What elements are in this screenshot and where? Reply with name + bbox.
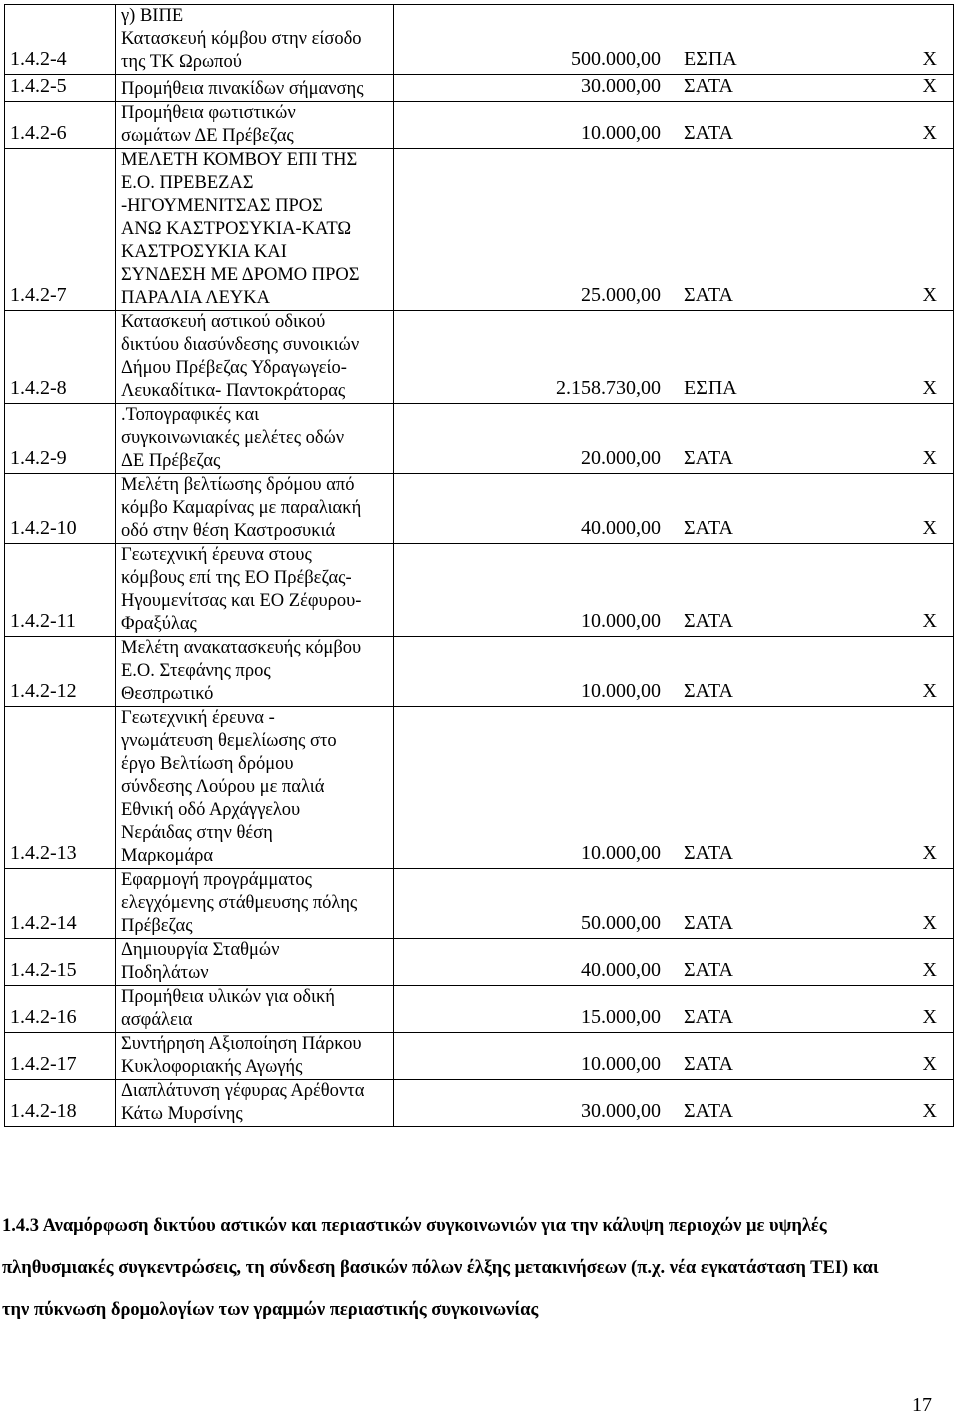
table-row — [5, 939, 954, 986]
description-line: Γεωτεχνική έρευνα στους — [121, 545, 312, 565]
budget-amount: 10.000,00 — [581, 842, 661, 864]
project-description — [116, 5, 394, 75]
funding-source: ΣΑΤΑ — [684, 75, 733, 97]
project-code: 1.4.2-4 — [5, 5, 116, 75]
budget-amount: 20.000,00 — [581, 447, 661, 469]
funding-source: ΣΑΤΑ — [684, 610, 733, 632]
project-description — [116, 149, 394, 311]
description-line: Προμήθεια υλικών για οδική — [121, 987, 335, 1007]
table-row — [5, 404, 954, 474]
description-line: Ε.Ο. ΠΡΕΒΕΖΑΣ — [121, 173, 254, 193]
description-line: Κατασκευή κόμβου στην είσοδο — [121, 29, 362, 49]
description-line: Φραξύλας — [121, 614, 197, 634]
description-line: Εθνική οδό Αρχάγγελου — [121, 800, 301, 820]
description-line: Ποδηλάτων — [121, 963, 209, 983]
check-mark: Χ — [922, 842, 937, 864]
description-line: ελεγχόμενης στάθμευσης πόλης — [121, 893, 358, 913]
funding-cell — [394, 869, 954, 939]
description-line: -ΗΓΟΥΜΕΝΙΤΣΑΣ ΠΡΟΣ — [121, 196, 323, 216]
project-code: 1.4.2-17 — [5, 1033, 116, 1080]
project-code: 1.4.2-14 — [5, 869, 116, 939]
description-line: Δήμου Πρέβεζας Υδραγωγείο- — [121, 358, 347, 378]
funding-cell — [394, 637, 954, 707]
project-code: 1.4.2-8 — [5, 311, 116, 404]
project-code: 1.4.2-16 — [5, 986, 116, 1033]
table-row — [5, 637, 954, 707]
budget-amount: 15.000,00 — [581, 1006, 661, 1028]
budget-amount: 10.000,00 — [581, 610, 661, 632]
check-mark: Χ — [922, 517, 937, 539]
description-line: γ) ΒΙΠΕ — [121, 6, 184, 26]
projects-table-body — [5, 5, 954, 1127]
check-mark: Χ — [922, 284, 937, 306]
description-line: της ΤΚ Ωρωπού — [121, 52, 242, 72]
funding-source: ΕΣΠΑ — [684, 377, 737, 399]
description-line: οδό στην θέση Καστροσυκιά — [121, 521, 336, 541]
description-line: κόμβο Καμαρίνας με παραλιακή — [121, 498, 362, 518]
funding-cell — [394, 939, 954, 986]
funding-cell — [394, 75, 954, 102]
funding-cell — [394, 1080, 954, 1127]
description-line: Λευκαδίτικα- Παντοκράτορας — [121, 381, 346, 401]
description-line: Προμήθεια πινακίδων σήμανσης — [121, 79, 364, 99]
check-mark: Χ — [922, 75, 937, 97]
description-line: συγκοινωνιακές μελέτες οδών — [121, 428, 345, 448]
description-line: Μελέτη βελτίωσης δρόμου από — [121, 475, 355, 495]
funding-cell — [394, 311, 954, 404]
project-description — [116, 404, 394, 474]
description-line: Κατασκευή αστικού οδικού — [121, 312, 326, 332]
project-description — [116, 474, 394, 544]
project-description — [116, 869, 394, 939]
budget-amount: 40.000,00 — [581, 517, 661, 539]
description-line: ΠΑΡΑΛΙΑ ΛΕΥΚΑ — [121, 288, 271, 308]
funding-cell — [394, 1033, 954, 1080]
description-line: ΚΑΣΤΡΟΣΥΚΙΑ ΚΑΙ — [121, 242, 287, 262]
project-code: 1.4.2-10 — [5, 474, 116, 544]
table-row — [5, 149, 954, 311]
project-description — [116, 986, 394, 1033]
table-row — [5, 75, 954, 102]
funding-source: ΣΑΤΑ — [684, 959, 733, 981]
project-description — [116, 544, 394, 637]
funding-source: ΣΑΤΑ — [684, 1053, 733, 1075]
project-description — [116, 707, 394, 869]
project-description — [116, 102, 394, 149]
project-code: 1.4.2-9 — [5, 404, 116, 474]
description-line: Θεσπρωτικό — [121, 684, 214, 704]
funding-cell — [394, 102, 954, 149]
table-row — [5, 869, 954, 939]
project-description — [116, 311, 394, 404]
description-line: ΑΝΩ ΚΑΣΤΡΟΣΥΚΙΑ-ΚΑΤΩ — [121, 219, 352, 239]
funding-cell — [394, 707, 954, 869]
funding-cell — [394, 474, 954, 544]
project-code: 1.4.2-11 — [5, 544, 116, 637]
description-line: ΔΕ Πρέβεζας — [121, 451, 221, 471]
project-code: 1.4.2-15 — [5, 939, 116, 986]
project-code: 1.4.2-6 — [5, 102, 116, 149]
projects-table — [4, 4, 954, 1127]
section-heading: 1.4.3 Αναμόρφωση δικτύου αστικών και περιαστικών συγκοινωνιών για την κάλυψη περιοχών με υψηλές πληθυσμιακές συγκεντρώσεις, τη σύνδεση βασικών πόλων έλξης μετακινήσεων (π.χ. νέα εγκατάσταση ΤΕΙ) και την πύκνωση δρομολογίων των γραμμών περιαστικής συγκοινωνίας — [2, 1216, 879, 1320]
budget-amount: 30.000,00 — [581, 1100, 661, 1122]
budget-amount: 10.000,00 — [581, 680, 661, 702]
funding-source: ΣΑΤΑ — [684, 447, 733, 469]
table-row — [5, 311, 954, 404]
funding-source: ΣΑΤΑ — [684, 122, 733, 144]
check-mark: Χ — [922, 1100, 937, 1122]
description-line: Συντήρηση Αξιοποίηση Πάρκου — [121, 1034, 362, 1054]
check-mark: Χ — [922, 48, 937, 70]
project-description — [116, 637, 394, 707]
table-row — [5, 986, 954, 1033]
project-code: 1.4.2-7 — [5, 149, 116, 311]
budget-amount: 2.158.730,00 — [556, 377, 661, 399]
description-line: .Τοπογραφικές και — [121, 405, 260, 425]
budget-amount: 10.000,00 — [581, 122, 661, 144]
description-line: Κάτω Μυρσίνης — [121, 1104, 243, 1124]
funding-cell — [394, 986, 954, 1033]
project-description — [116, 1033, 394, 1080]
project-description — [116, 939, 394, 986]
description-line: δικτύου διασύνδεσης συνοικιών — [121, 335, 360, 355]
table-row — [5, 102, 954, 149]
description-line: Γεωτεχνική έρευνα - — [121, 708, 275, 728]
description-line: Μαρκομάρα — [121, 846, 214, 866]
check-mark: Χ — [922, 122, 937, 144]
budget-amount: 40.000,00 — [581, 959, 661, 981]
page-number: 17 — [912, 1394, 932, 1416]
budget-amount: 10.000,00 — [581, 1053, 661, 1075]
project-code: 1.4.2-12 — [5, 637, 116, 707]
description-line: σύνδεσης Λούρου με παλιά — [121, 777, 325, 797]
funding-source: ΣΑΤΑ — [684, 1100, 733, 1122]
description-line: Διαπλάτυνση γέφυρας Αρέθοντα — [121, 1081, 365, 1101]
table-row — [5, 5, 954, 75]
budget-amount: 30.000,00 — [581, 75, 661, 97]
description-line: έργο Βελτίωση δρόμου — [121, 754, 294, 774]
project-description — [116, 1080, 394, 1127]
description-line: κόμβους επί της ΕΟ Πρέβεζας- — [121, 568, 352, 588]
funding-source: ΣΑΤΑ — [684, 1006, 733, 1028]
budget-amount: 25.000,00 — [581, 284, 661, 306]
description-line: Προμήθεια φωτιστικών — [121, 103, 296, 123]
funding-cell — [394, 544, 954, 637]
project-code: 1.4.2-18 — [5, 1080, 116, 1127]
description-line: ΜΕΛΕΤΗ ΚΟΜΒΟΥ ΕΠΙ ΤΗΣ — [121, 150, 358, 170]
funding-cell — [394, 404, 954, 474]
check-mark: Χ — [922, 959, 937, 981]
funding-source: ΕΣΠΑ — [684, 48, 737, 70]
description-line: Νεράιδας στην θέση — [121, 823, 273, 843]
funding-source: ΣΑΤΑ — [684, 912, 733, 934]
check-mark: Χ — [922, 680, 937, 702]
funding-source: ΣΑΤΑ — [684, 517, 733, 539]
description-line: Ηγουμενίτσας και ΕΟ Ζέφυρου- — [121, 591, 362, 611]
table-row — [5, 544, 954, 637]
table-row — [5, 474, 954, 544]
check-mark: Χ — [922, 610, 937, 632]
table-row — [5, 1080, 954, 1127]
check-mark: Χ — [922, 912, 937, 934]
project-code: 1.4.2-5 — [5, 75, 116, 102]
check-mark: Χ — [922, 377, 937, 399]
table-row — [5, 707, 954, 869]
description-line: Πρέβεζας — [121, 916, 193, 936]
check-mark: Χ — [922, 1053, 937, 1075]
project-description — [116, 75, 394, 102]
funding-cell — [394, 5, 954, 75]
description-line: Δημιουργία Σταθμών — [121, 940, 280, 960]
description-line: σωμάτων ΔΕ Πρέβεζας — [121, 126, 294, 146]
project-code: 1.4.2-13 — [5, 707, 116, 869]
table-row — [5, 1033, 954, 1080]
funding-source: ΣΑΤΑ — [684, 680, 733, 702]
description-line: Ε.Ο. Στεφάνης προς — [121, 661, 271, 681]
budget-amount: 50.000,00 — [581, 912, 661, 934]
description-line: ασφάλεια — [121, 1010, 193, 1030]
description-line: Μελέτη ανακατασκευής κόμβου — [121, 638, 362, 658]
description-line: Εφαρμογή προγράμματος — [121, 870, 313, 890]
description-line: γνωμάτευση θεμελίωσης στο — [121, 731, 337, 751]
funding-source: ΣΑΤΑ — [684, 284, 733, 306]
check-mark: Χ — [922, 1006, 937, 1028]
funding-cell — [394, 149, 954, 311]
budget-amount: 500.000,00 — [571, 48, 661, 70]
description-line: Κυκλοφοριακής Αγωγής — [121, 1057, 303, 1077]
check-mark: Χ — [922, 447, 937, 469]
funding-source: ΣΑΤΑ — [684, 842, 733, 864]
description-line: ΣΥΝΔΕΣΗ ΜΕ ΔΡΟΜΟ ΠΡΟΣ — [121, 265, 360, 285]
